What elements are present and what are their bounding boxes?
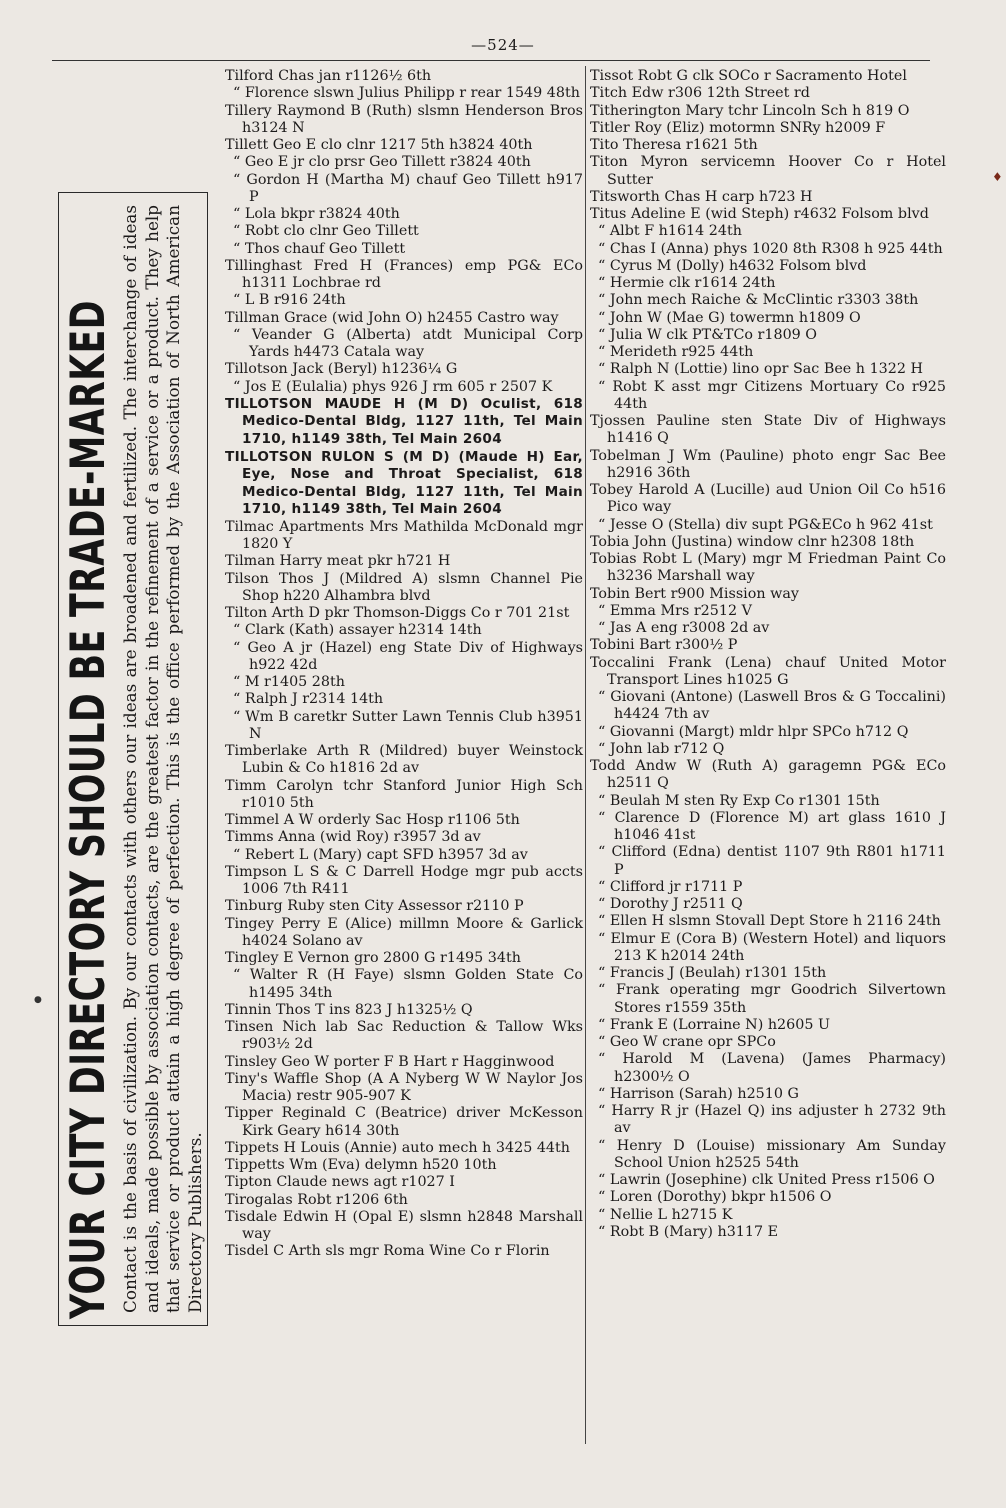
directory-entry: Tilson Thos J (Mildred A) slsmn Channel Pie Shop h220 Alhambra blvd: [225, 570, 583, 604]
directory-entry: “ Jas A eng r3008 2d av: [598, 620, 770, 636]
directory-entry: “ Frank operating mgr Goodrich Silvertown Stores r1559 35th: [598, 982, 946, 1016]
directory-entry: Tilton Arth D pkr Thomson-Diggs Co r 701 21st: [225, 605, 570, 622]
directory-entry: Tiny's Waffle Shop (A A Nyberg W W Naylor Jos Macia) restr 905-907 K: [225, 1070, 583, 1105]
directory-entry: Tobini Bart r300½ P: [590, 637, 738, 654]
right-column-listings: [590, 68, 946, 1241]
directory-entry: “ John W (Mae G) towermn h1809 O: [598, 309, 861, 326]
directory-entry: “ Henry D (Louise) missionary Am Sunday School Union h2525 54th: [598, 1137, 946, 1171]
directory-entry: Tippets H Louis (Annie) auto mech h 3425 44th: [225, 1139, 570, 1156]
directory-entry: Titch Edw r306 12th Street rd: [590, 85, 810, 102]
margin-ink-mark: ♦: [992, 170, 1003, 184]
advertisement-body: Contact is the basis of civilization. By our contacts with others our ideas are broadened and fertilized. The interchange of ideas and ideals, made possible by association contacts, are the greatest factor in the refinement of a service or a product. They help that service or product attain a high degree of perfection. This is the office performed by the Association of North American Directory Publishers.: [120, 205, 205, 1313]
directory-entry: “ Rebert L (Mary) capt SFD h3957 3d av: [233, 846, 528, 863]
directory-entry: “ Geo W crane opr SPCo: [598, 1034, 776, 1050]
directory-entry: Tilman Harry meat pkr h721 H: [225, 553, 451, 570]
directory-entry: Tippetts Wm (Eva) delymn h520 10th: [225, 1157, 497, 1174]
directory-entry: “ Robt K asst mgr Citizens Mortuary Co r925 44th: [598, 378, 946, 412]
page-number: —524—: [471, 36, 535, 54]
directory-entry: “ Nellie L h2715 K: [598, 1206, 733, 1223]
directory-entry: “ Ralph J r2314 14th: [233, 691, 384, 708]
directory-entry: “ Harry R jr (Hazel Q) ins adjuster h 2732 9th av: [598, 1103, 946, 1137]
directory-entry: Tjossen Pauline sten State Div of Highways h1416 Q: [590, 413, 946, 447]
directory-entry: Tisdale Edwin H (Opal E) slsmn h2848 Marshall way: [225, 1208, 583, 1243]
directory-entry: “ Francis J (Beulah) r1301 15th: [598, 965, 827, 981]
directory-entry: Tobelman J Wm (Pauline) photo engr Sac Bee h2916 36th: [590, 447, 946, 481]
directory-entry: Tipton Claude news agt r1027 I: [225, 1174, 455, 1191]
directory-entry: Timpson L S & C Darrell Hodge mgr pub accts 1006 7th R411: [225, 863, 583, 898]
directory-entry: Tobin Bert r900 Mission way: [590, 585, 799, 602]
directory-entry: Titler Roy (Eliz) motormn SNRy h2009 F: [590, 119, 886, 136]
directory-entry: “ Geo A jr (Hazel) eng State Div of Highways h922 42d: [233, 639, 583, 673]
directory-entry: “ Clifford (Edna) dentist 1107 9th R801 h1711 P: [598, 844, 946, 878]
directory-entry: “ Gordon H (Martha M) chauf Geo Tillett h917 P: [233, 171, 583, 205]
directory-entry: “ Veander G (Alberta) atdt Municipal Corp Yards h4473 Catala way: [233, 326, 583, 360]
directory-entry: “ Clark (Kath) assayer h2314 14th: [233, 622, 482, 639]
advertisement-title: YOUR CITY DIRECTORY SHOULD BE TRADE-MARKED: [61, 300, 116, 1319]
directory-entry: “ Emma Mrs r2512 V: [598, 602, 752, 619]
directory-entry: “ Harold M (Lavena) (James Pharmacy) h2300½ O: [598, 1051, 946, 1085]
directory-entry: “ Loren (Dorothy) bkpr h1506 O: [598, 1189, 832, 1206]
directory-entry: Titsworth Chas H carp h723 H: [590, 188, 813, 205]
directory-entry: Timberlake Arth R (Mildred) buyer Weinstock Lubin & Co h1816 2d av: [225, 743, 583, 777]
directory-entry: “ Dorothy J r2511 Q: [598, 896, 743, 912]
column-divider: [585, 66, 586, 1444]
directory-entry: Tillett Geo E clo clnr 1217 5th h3824 40th: [225, 137, 533, 153]
directory-entry: Tilmac Apartments Mrs Mathilda McDonald mgr 1820 Y: [225, 518, 583, 553]
directory-entry: Tillery Raymond B (Ruth) slsmn Henderson Bros h3124 N: [225, 102, 583, 136]
directory-entry: “ Merideth r925 44th: [598, 344, 754, 360]
directory-entry: “ Ralph N (Lottie) lino opr Sac Bee h 1322 H: [598, 361, 923, 378]
directory-entry: Titherington Mary tchr Lincoln Sch h 819 O: [590, 102, 910, 119]
directory-entry: Tirogalas Robt r1206 6th: [225, 1191, 408, 1208]
directory-entry: Toccalini Frank (Lena) chauf United Motor Transport Lines h1025 G: [590, 654, 946, 688]
directory-entry: “ Giovanni (Margt) mldr hlpr SPCo h712 Q: [598, 723, 909, 740]
directory-entry: “ Robt clo clnr Geo Tillett: [233, 223, 419, 240]
directory-entry: “ John mech Raiche & McClintic r3303 38th: [598, 292, 919, 309]
directory-entry: “ Ellen H slsmn Stovall Dept Store h 2116 24th: [598, 913, 941, 930]
directory-entry: “ Elmur E (Cora B) (Western Hotel) and liquors 213 K h2014 24th: [598, 930, 946, 964]
directory-entry: “ Robt B (Mary) h3117 E: [598, 1223, 779, 1240]
directory-entry: Tillotson Jack (Beryl) h1236¼ G: [225, 361, 458, 378]
directory-entry: Tisdel C Arth sls mgr Roma Wine Co r Florin: [225, 1243, 550, 1260]
directory-entry: Tillman Grace (wid John O) h2455 Castro way: [225, 309, 559, 326]
directory-entry: “ Cyrus M (Dolly) h4632 Folsom blvd: [598, 257, 867, 274]
directory-entry: Timms Anna (wid Roy) r3957 3d av: [225, 829, 481, 846]
directory-entry: “ Thos chauf Geo Tillett: [233, 240, 406, 257]
directory-entry: “ Clarence D (Florence M) art glass 1610 J h1046 41st: [598, 809, 946, 843]
directory-entry: “ Clifford jr r1711 P: [598, 878, 743, 895]
directory-entry: “ Harrison (Sarah) h2510 G: [598, 1085, 799, 1102]
left-column-listings: [225, 68, 583, 1261]
directory-entry: “ Julia W clk PT&TCo r1809 O: [598, 326, 818, 343]
directory-entry: “ M r1405 28th: [233, 674, 345, 691]
directory-entry: “ Wm B caretkr Sutter Lawn Tennis Club h3951 N: [233, 708, 583, 742]
directory-entry: “ L B r916 24th: [233, 292, 346, 309]
directory-entry: Titus Adeline E (wid Steph) r4632 Folsom blvd: [590, 206, 929, 222]
margin-dot: ●: [34, 995, 42, 1005]
directory-entry: Tinsley Geo W porter F B Hart r Hagginwood: [225, 1053, 555, 1070]
directory-entry-featured: TILLOTSON RULON S (M D) (Maude H) Ear, Eye, Nose and Throat Specialist, 618 Medico-Dental Bldg, 1127 11th, Tel Main 1710, h1149 38th, Tel Main 2604: [225, 448, 583, 518]
directory-entry: “ Jesse O (Stella) div supt PG&ECo h 962 41st: [598, 516, 933, 533]
directory-entry: Tinsen Nich lab Sac Reduction & Tallow Wks r903½ 2d: [225, 1019, 583, 1053]
directory-entry: “ Giovani (Antone) (Laswell Bros & G Toccalini) h4424 7th av: [598, 689, 946, 723]
directory-entry: Tobia John (Justina) window clnr h2308 18th: [590, 533, 915, 550]
directory-entry: Tobey Harold A (Lucille) aud Union Oil Co h516 Pico way: [590, 482, 946, 516]
advertisement-rotated-content: [60, 199, 206, 1319]
directory-entry: “ Lola bkpr r3824 40th: [233, 206, 400, 222]
directory-entry: “ Hermie clk r1614 24th: [598, 275, 776, 291]
directory-entry-featured: TILLOTSON MAUDE H (M D) Oculist, 618 Medico-Dental Bldg, 1127 11th, Tel Main 1710, h1149 38th, Tel Main 2604: [225, 395, 583, 447]
directory-entry: Tillinghast Fred H (Frances) emp PG& ECo h1311 Lochbrae rd: [225, 257, 583, 291]
directory-entry: Timm Carolyn tchr Stanford Junior High Sch r1010 5th: [225, 777, 583, 811]
directory-entry: “ Florence slswn Julius Philipp r rear 1549 48th: [233, 85, 580, 102]
directory-entry: Tobias Robt L (Mary) mgr M Friedman Paint Co h3236 Marshall way: [590, 551, 946, 585]
directory-entry: “ John lab r712 Q: [598, 740, 725, 757]
directory-entry: Tinburg Ruby sten City Assessor r2110 P: [225, 898, 524, 915]
directory-entry: “ Beulah M sten Ry Exp Co r1301 15th: [598, 792, 880, 809]
directory-entry: Todd Andw W (Ruth A) garagemn PG& ECo h2511 Q: [590, 758, 946, 792]
directory-entry: Tissot Robt G clk SOCo r Sacramento Hotel: [590, 68, 907, 84]
directory-entry: “ Jos E (Eulalia) phys 926 J rm 605 r 2507 K: [233, 378, 553, 395]
directory-entry: Tipper Reginald C (Beatrice) driver McKesson Kirk Geary h614 30th: [225, 1105, 583, 1139]
directory-entry: Titon Myron servicemn Hoover Co r Hotel Sutter: [590, 154, 946, 188]
directory-entry: Tingley E Vernon gro 2800 G r1495 34th: [225, 950, 521, 967]
directory-entry: Timmel A W orderly Sac Hosp r1106 5th: [225, 812, 520, 829]
directory-entry: “ Walter R (H Faye) slsmn Golden State Co h1495 34th: [233, 967, 583, 1001]
header-rule: [52, 60, 930, 61]
directory-entry: Tingey Perry E (Alice) millmn Moore & Garlick h4024 Solano av: [225, 915, 583, 949]
directory-entry: “ Chas I (Anna) phys 1020 8th R308 h 925 44th: [598, 240, 943, 257]
directory-entry: “ Lawrin (Josephine) clk United Press r1506 O: [598, 1172, 935, 1188]
directory-entry: “ Frank E (Lorraine N) h2605 U: [598, 1016, 831, 1033]
directory-entry: “ Geo E jr clo prsr Geo Tillett r3824 40th: [233, 154, 531, 171]
directory-entry: “ Albt F h1614 24th: [598, 223, 742, 240]
directory-entry: Tito Theresa r1621 5th: [590, 137, 758, 153]
sidebar-advertisement: [58, 192, 208, 1326]
directory-entry: Tinnin Thos T ins 823 J h1325½ Q: [225, 1001, 473, 1018]
directory-entry: Tilford Chas jan r1126½ 6th: [225, 68, 432, 84]
